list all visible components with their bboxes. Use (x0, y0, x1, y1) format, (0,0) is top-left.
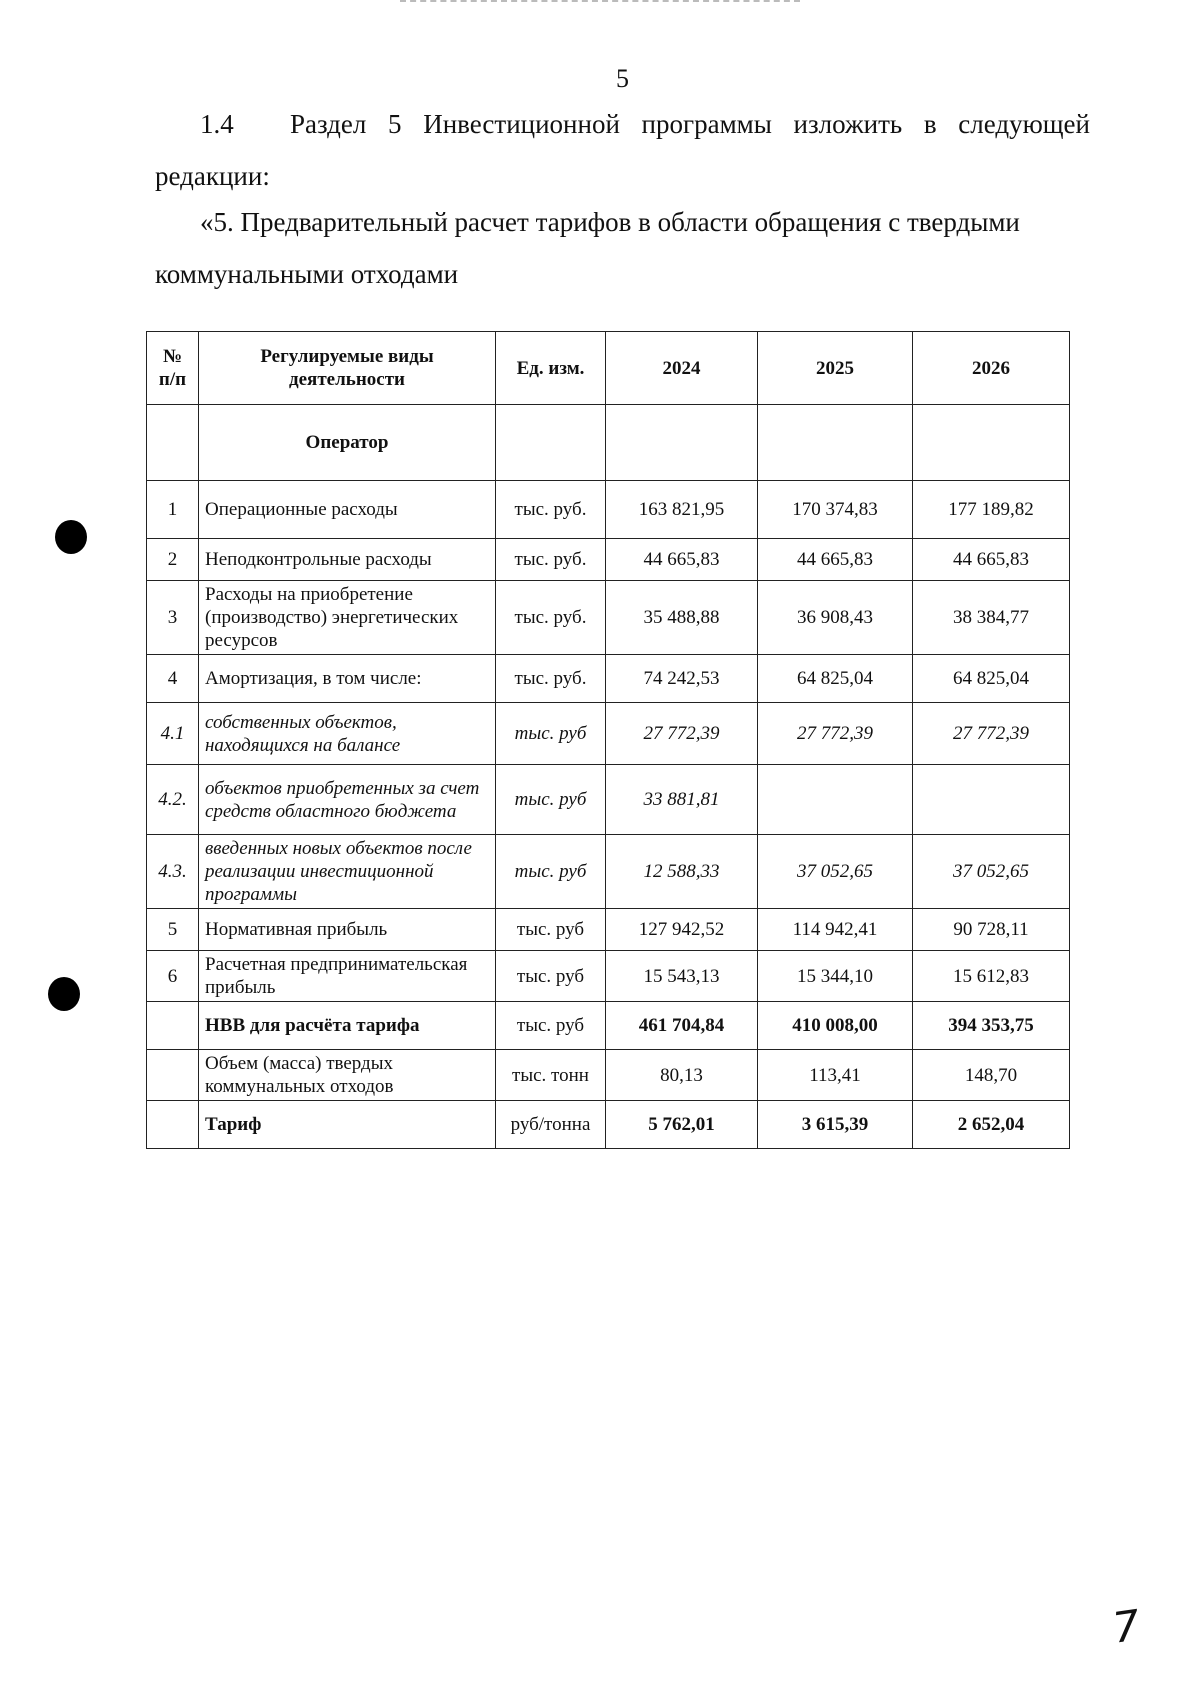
paragraph-number: 1.4 (200, 109, 234, 139)
row-unit: тыс. руб. (496, 581, 606, 655)
table-row (147, 655, 1070, 703)
row-number: 3 (147, 581, 199, 655)
table-row (147, 1002, 1070, 1050)
header-2025: 2025 (758, 332, 913, 405)
value-2026: 64 825,04 (913, 655, 1070, 703)
value-2026: 27 772,39 (913, 703, 1070, 765)
row-number: 2 (147, 539, 199, 581)
row-unit: тыс. руб (496, 835, 606, 909)
row-number: 4.1 (147, 703, 199, 765)
value-2025: 170 374,83 (758, 481, 913, 539)
value-2024: 461 704,84 (606, 1002, 758, 1050)
row-name: НВВ для расчёта тарифа (199, 1002, 496, 1050)
value-2024: 27 772,39 (606, 703, 758, 765)
value-2026: 37 052,65 (913, 835, 1070, 909)
row-unit: тыс. руб. (496, 539, 606, 581)
value-2024: 33 881,81 (606, 765, 758, 835)
header-unit: Ед. изм. (496, 332, 606, 405)
tariff-table (146, 331, 1070, 1149)
scan-top-line (400, 0, 800, 4)
row-name: Тариф (199, 1101, 496, 1149)
row-number (147, 1050, 199, 1101)
row-name: Расходы на приобретение (производство) энергетических ресурсов (199, 581, 496, 655)
row-number (147, 1101, 199, 1149)
paragraph-text: Раздел 5 Инвестиционной программы изложить в следующей (290, 109, 1090, 139)
value-2024: 35 488,88 (606, 581, 758, 655)
section-5-heading: «5. Предварительный расчет тарифов в области обращения с твердыми коммунальными отходами (155, 207, 1020, 289)
value-2026: 2 652,04 (913, 1101, 1070, 1149)
value-2026: 38 384,77 (913, 581, 1070, 655)
row-name: объектов приобретенных за счет средств областного бюджета (199, 765, 496, 835)
table-row (147, 539, 1070, 581)
row-unit: тыс. руб. (496, 481, 606, 539)
value-2025: 3 615,39 (758, 1101, 913, 1149)
punch-hole (55, 520, 87, 554)
value-2025: 27 772,39 (758, 703, 913, 765)
header-num: № п/п (147, 332, 199, 405)
row-unit: тыс. руб (496, 909, 606, 951)
row-name: собственных объектов, находящихся на балансе (199, 703, 496, 765)
table-row (147, 765, 1070, 835)
row-number: 4 (147, 655, 199, 703)
value-2024: 5 762,01 (606, 1101, 758, 1149)
paragraph-1-4-line1 (155, 98, 1090, 150)
value-2024: 163 821,95 (606, 481, 758, 539)
row-number: 5 (147, 909, 199, 951)
row-unit: тыс. руб (496, 951, 606, 1002)
value-2026: 148,70 (913, 1050, 1070, 1101)
row-number: 4.2. (147, 765, 199, 835)
handwritten-page-mark: 7 (1109, 1600, 1144, 1653)
value-2024: 74 242,53 (606, 655, 758, 703)
row-number: 1 (147, 481, 199, 539)
value-2025: 15 344,10 (758, 951, 913, 1002)
punch-hole (48, 977, 80, 1011)
row-name: Операционные расходы (199, 481, 496, 539)
value-2024: 44 665,83 (606, 539, 758, 581)
row-number: 6 (147, 951, 199, 1002)
row-unit: тыс. руб. (496, 655, 606, 703)
row-unit: тыс. руб (496, 703, 606, 765)
row-name: введенных новых объектов после реализации инвестиционной программы (199, 835, 496, 909)
value-2025: 37 052,65 (758, 835, 913, 909)
row-unit: руб/тонна (496, 1101, 606, 1149)
value-2026: 15 612,83 (913, 951, 1070, 1002)
row-unit: тыс. руб (496, 765, 606, 835)
value-2026: 177 189,82 (913, 481, 1070, 539)
row-name: Амортизация, в том числе: (199, 655, 496, 703)
value-2024: 127 942,52 (606, 909, 758, 951)
row-unit: тыс. тонн (496, 1050, 606, 1101)
table-row (147, 835, 1070, 909)
value-2024: 12 588,33 (606, 835, 758, 909)
value-2025: 114 942,41 (758, 909, 913, 951)
row-unit: тыс. руб (496, 1002, 606, 1050)
row-number: 4.3. (147, 835, 199, 909)
value-2026: 394 353,75 (913, 1002, 1070, 1050)
section-row-operator (147, 405, 1070, 481)
table-row (147, 951, 1070, 1002)
value-2024: 15 543,13 (606, 951, 758, 1002)
value-2025: 113,41 (758, 1050, 913, 1101)
value-2025 (758, 765, 913, 835)
value-2024: 80,13 (606, 1050, 758, 1101)
table-header-row (147, 332, 1070, 405)
row-name: Объем (масса) твердых коммунальных отходов (199, 1050, 496, 1101)
row-number (147, 1002, 199, 1050)
row-name: Расчетная предпринимательская прибыль (199, 951, 496, 1002)
table-row (147, 1101, 1070, 1149)
paragraph-1-4-line2: редакции: (155, 161, 270, 191)
value-2025: 64 825,04 (758, 655, 913, 703)
value-2026: 90 728,11 (913, 909, 1070, 951)
table-row (147, 703, 1070, 765)
page-number: 5 (616, 64, 629, 93)
table-row (147, 909, 1070, 951)
value-2025: 410 008,00 (758, 1002, 913, 1050)
table-row (147, 1050, 1070, 1101)
table-row (147, 581, 1070, 655)
row-name: Нормативная прибыль (199, 909, 496, 951)
paragraph-1-4 (155, 98, 1090, 202)
row-name: Неподконтрольные расходы (199, 539, 496, 581)
header-2026: 2026 (913, 332, 1070, 405)
value-2025: 36 908,43 (758, 581, 913, 655)
value-2026: 44 665,83 (913, 539, 1070, 581)
value-2025: 44 665,83 (758, 539, 913, 581)
header-name: Регулируемые виды деятельности (199, 332, 496, 405)
header-2024: 2024 (606, 332, 758, 405)
value-2026 (913, 765, 1070, 835)
section-operator: Оператор (199, 405, 496, 481)
table-row (147, 481, 1070, 539)
